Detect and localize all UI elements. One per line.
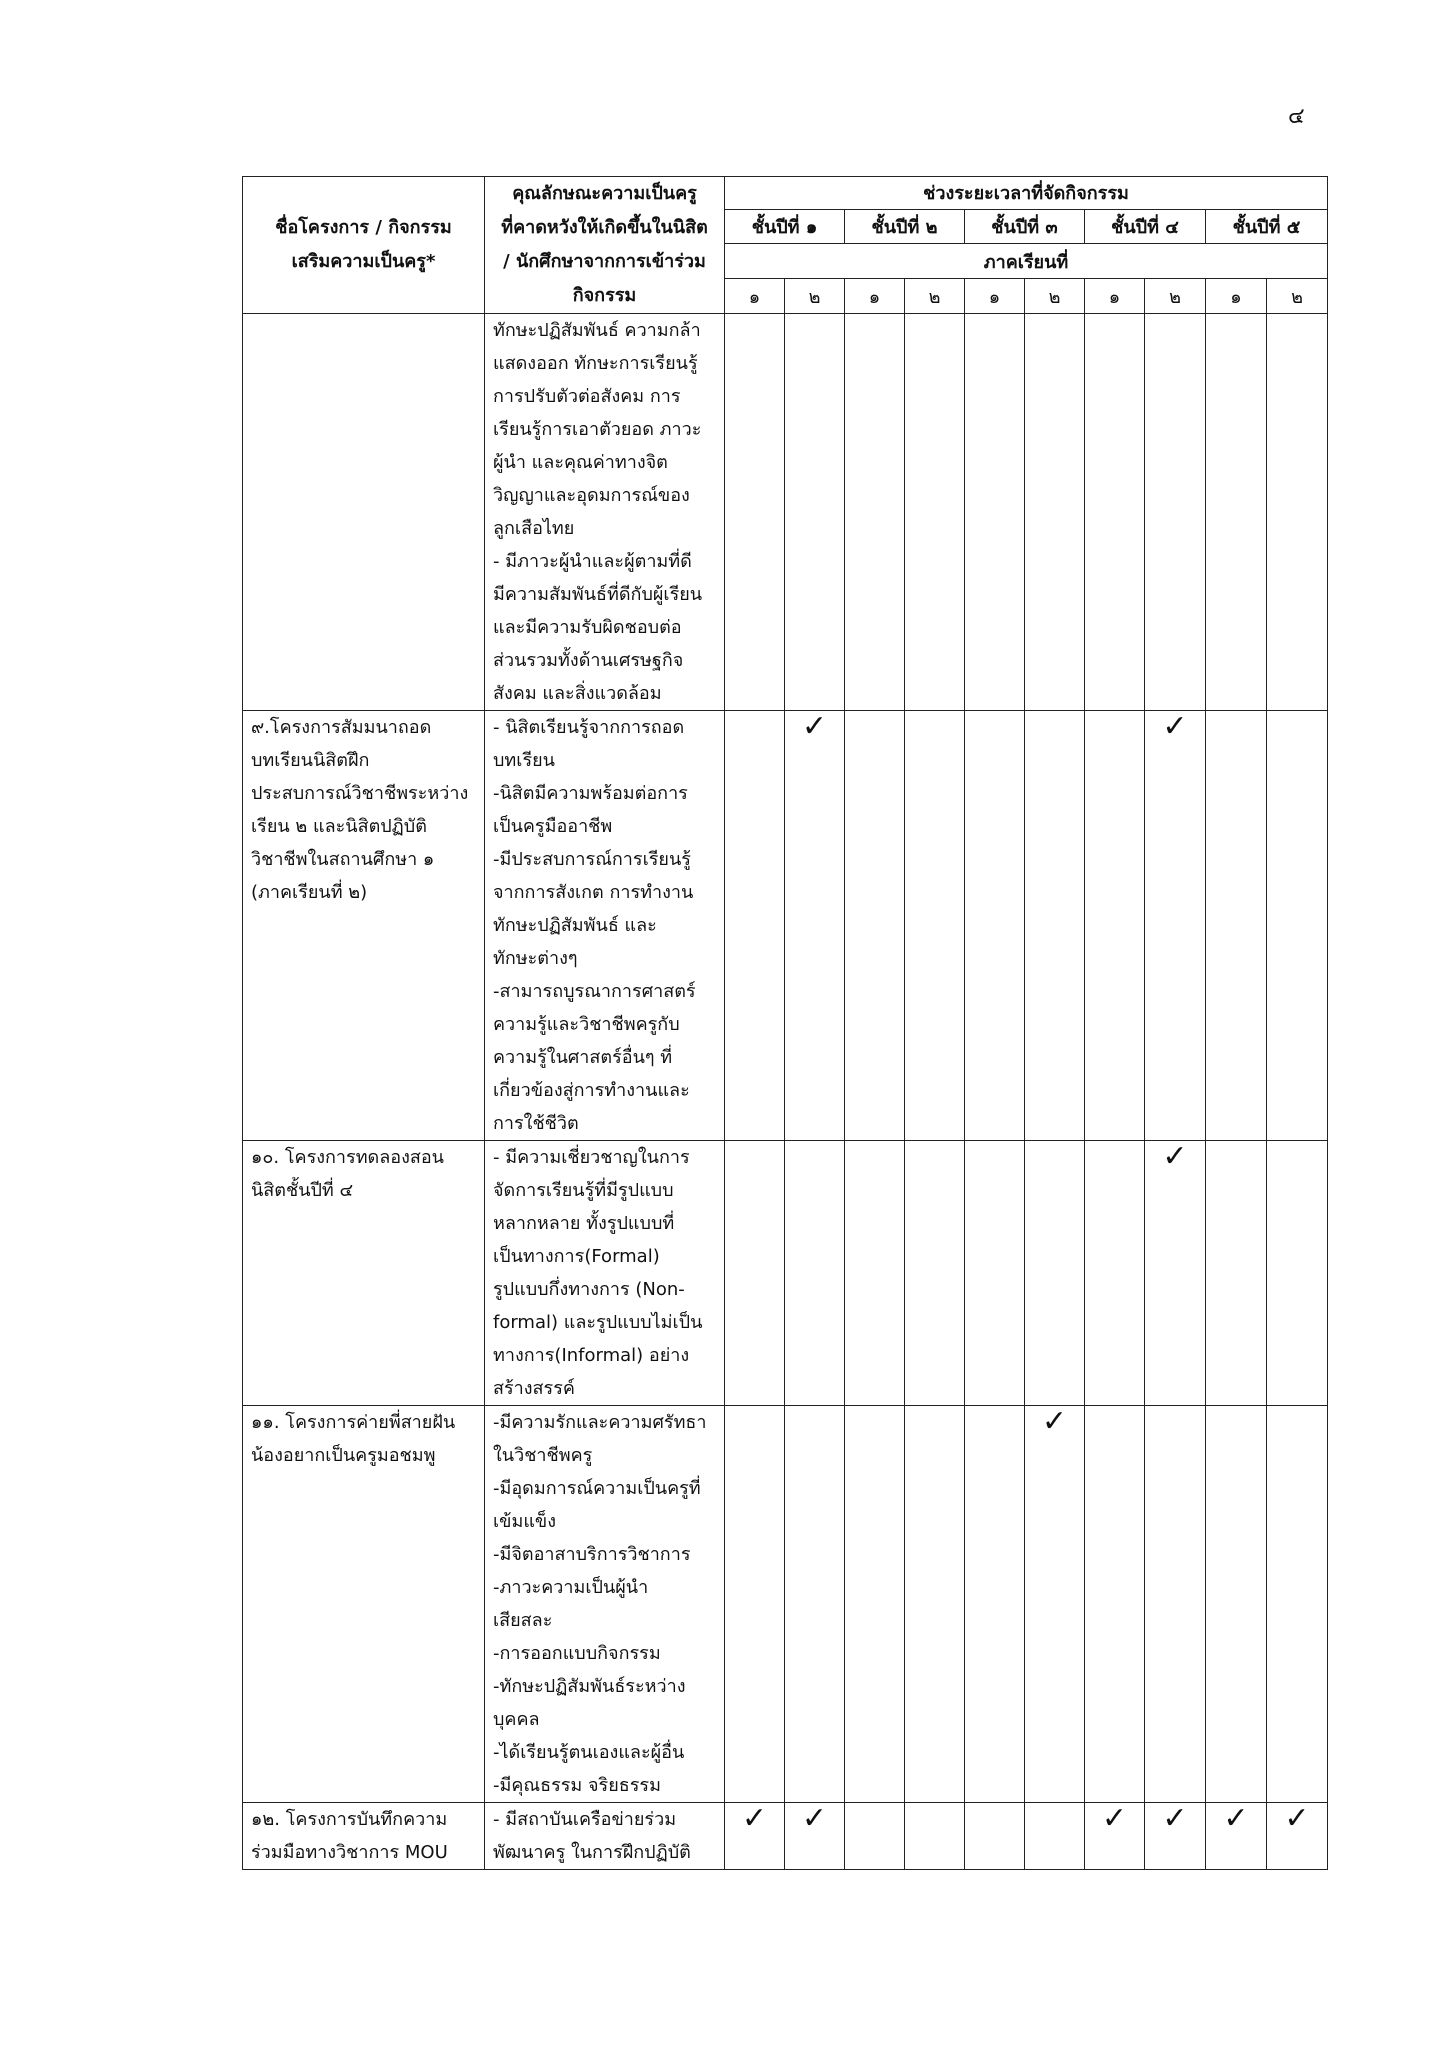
header-semester-7: ๑ xyxy=(1085,279,1145,314)
empty-semester-cell xyxy=(965,711,1025,1141)
trait-line: หลากหลาย ทั้งรูปแบบที่ xyxy=(493,1213,675,1234)
project-name-line: บทเรียนนิสิตฝึก xyxy=(251,750,370,771)
empty-semester-cell xyxy=(965,1406,1025,1803)
trait-line: จัดการเรียนรู้ที่มีรูปแบบ xyxy=(493,1180,674,1201)
trait-line: เสียสละ xyxy=(493,1610,553,1631)
empty-semester-cell xyxy=(905,314,965,711)
empty-semester-cell xyxy=(725,314,785,711)
check-mark-icon: ✓ xyxy=(1085,1803,1145,1870)
project-name-line: (ภาคเรียนที่ ๒) xyxy=(251,882,368,903)
trait-line: เรียนรู้การเอาตัวยอด ภาวะ xyxy=(493,419,702,440)
trait-line: การใช้ชีวิต xyxy=(493,1113,579,1134)
empty-semester-cell xyxy=(905,1406,965,1803)
trait-line: ผู้นำ และคุณค่าทางจิต xyxy=(493,452,668,473)
empty-semester-cell xyxy=(1025,711,1085,1141)
table-row xyxy=(243,1141,1328,1406)
check-mark-icon: ✓ xyxy=(1267,1803,1328,1870)
trait-line: -มีอุดมการณ์ความเป็นครูที่ xyxy=(493,1478,701,1499)
trait-line: เกี่ยวข้องสู่การทำงานและ xyxy=(493,1080,690,1101)
check-mark-icon: ✓ xyxy=(785,1803,845,1870)
trait-line: การปรับตัวต่อสังคม การ xyxy=(493,386,681,407)
trait-line: พัฒนาครู ในการฝึกปฏิบัติ xyxy=(493,1842,691,1863)
header-period-title: ช่วงระยะเวลาที่จัดกิจกรรม xyxy=(725,177,1328,210)
empty-semester-cell xyxy=(845,1141,905,1406)
table-row xyxy=(243,1406,1328,1803)
trait-line: เข้มแข็ง xyxy=(493,1511,557,1532)
trait-line: สร้างสรรค์ xyxy=(493,1378,575,1399)
header-semester-1: ๑ xyxy=(725,279,785,314)
header-semester-10: ๒ xyxy=(1267,279,1328,314)
empty-semester-cell xyxy=(1025,1141,1085,1406)
trait-line: -มีจิตอาสาบริการวิชาการ xyxy=(493,1544,691,1565)
table-row xyxy=(243,711,1328,1141)
trait-line: และมีความรับผิดชอบต่อ xyxy=(493,617,682,638)
empty-semester-cell xyxy=(1206,711,1267,1141)
trait-line: รูปแบบกึ่งทางการ (Non- xyxy=(493,1279,685,1300)
header-semester-6: ๒ xyxy=(1025,279,1085,314)
empty-semester-cell xyxy=(1085,711,1145,1141)
empty-semester-cell xyxy=(725,1141,785,1406)
header-expected-traits xyxy=(485,177,725,314)
empty-semester-cell xyxy=(1206,1406,1267,1803)
header-semester-9: ๑ xyxy=(1206,279,1267,314)
header-semester-8: ๒ xyxy=(1145,279,1206,314)
project-name-cell xyxy=(243,711,485,1141)
empty-semester-cell xyxy=(785,1141,845,1406)
expected-traits-cell xyxy=(485,314,725,711)
check-mark-icon: ✓ xyxy=(1145,711,1206,1141)
header-semester-3: ๑ xyxy=(845,279,905,314)
header-year-3: ชั้นปีที่ ๓ xyxy=(965,209,1085,244)
empty-semester-cell xyxy=(1267,314,1328,711)
empty-semester-cell xyxy=(1025,314,1085,711)
trait-line: - นิสิตเรียนรู้จากการถอด xyxy=(493,717,685,738)
empty-semester-cell xyxy=(965,1803,1025,1870)
empty-semester-cell xyxy=(965,314,1025,711)
empty-semester-cell xyxy=(845,711,905,1141)
empty-semester-cell xyxy=(905,1803,965,1870)
empty-semester-cell xyxy=(965,1141,1025,1406)
empty-semester-cell xyxy=(1267,711,1328,1141)
project-name-line: ประสบการณ์วิชาชีพระหว่าง xyxy=(251,783,469,804)
project-name-cell xyxy=(243,1406,485,1803)
trait-line: ในวิชาชีพครู xyxy=(493,1445,593,1466)
project-name-line: น้องอยากเป็นครูมอชมพู xyxy=(251,1445,436,1466)
trait-line: -นิสิตมีความพร้อมต่อการ xyxy=(493,783,688,804)
trait-line: - มีสถาบันเครือข่ายร่วม xyxy=(493,1809,677,1830)
empty-semester-cell xyxy=(1085,1141,1145,1406)
activity-schedule-table xyxy=(242,176,1328,1870)
empty-semester-cell xyxy=(1267,1141,1328,1406)
page-number: ๔ xyxy=(1288,104,1305,129)
header-project-name xyxy=(243,177,485,314)
check-mark-icon: ✓ xyxy=(1145,1803,1206,1870)
project-name-cell xyxy=(243,314,485,711)
empty-semester-cell xyxy=(1025,1803,1085,1870)
trait-line: บทเรียน xyxy=(493,750,555,771)
check-mark-icon: ✓ xyxy=(1145,1141,1206,1406)
header-year-1: ชั้นปีที่ ๑ xyxy=(725,209,845,244)
empty-semester-cell xyxy=(1085,314,1145,711)
table-row xyxy=(243,1803,1328,1870)
project-name-cell xyxy=(243,1803,485,1870)
trait-line: ทักษะปฏิสัมพันธ์ ความกล้า xyxy=(493,320,701,341)
empty-semester-cell xyxy=(1267,1406,1328,1803)
trait-line: -ทักษะปฏิสัมพันธ์ระหว่าง xyxy=(493,1676,686,1697)
empty-semester-cell xyxy=(905,1141,965,1406)
project-name-cell xyxy=(243,1141,485,1406)
trait-line: -ภาวะความเป็นผู้นำ xyxy=(493,1577,649,1598)
trait-line: วิญญาและอุดมการณ์ของ xyxy=(493,485,690,506)
header-line: / นักศึกษาจากการเข้าร่วม xyxy=(503,251,706,272)
project-name-line: ร่วมมือทางวิชาการ MOU xyxy=(251,1842,448,1863)
empty-semester-cell xyxy=(1206,1141,1267,1406)
trait-line: ทางการ(Informal) อย่าง xyxy=(493,1345,690,1366)
trait-line: -มีคุณธรรม จริยธรรม xyxy=(493,1775,661,1796)
trait-line: -สามารถบูรณาการศาสตร์ xyxy=(493,981,696,1002)
check-mark-icon: ✓ xyxy=(725,1803,785,1870)
header-year-5: ชั้นปีที่ ๕ xyxy=(1206,209,1328,244)
empty-semester-cell xyxy=(845,1803,905,1870)
header-semester-title: ภาคเรียนที่ xyxy=(725,244,1328,279)
empty-semester-cell xyxy=(785,1406,845,1803)
header-semester-5: ๑ xyxy=(965,279,1025,314)
empty-semester-cell xyxy=(1145,1406,1206,1803)
trait-line: -การออกแบบกิจกรรม xyxy=(493,1643,661,1664)
trait-line: ทักษะต่างๆ xyxy=(493,948,578,969)
trait-line: ส่วนรวมทั้งด้านเศรษฐกิจ xyxy=(493,650,684,671)
check-mark-icon: ✓ xyxy=(1206,1803,1267,1870)
expected-traits-cell xyxy=(485,1406,725,1803)
header-semester-4: ๒ xyxy=(905,279,965,314)
project-name-line: ๑๑. โครงการค่ายพี่สายฝัน xyxy=(251,1412,456,1433)
trait-line: ความรู้ในศาสตร์อื่นๆ ที่ xyxy=(493,1047,673,1068)
empty-semester-cell xyxy=(905,711,965,1141)
trait-line: เป็นครูมืออาชีพ xyxy=(493,816,613,837)
header-line: ที่คาดหวังให้เกิดขึ้นในนิสิต xyxy=(501,217,708,238)
header-line: เสริมความเป็นครู* xyxy=(291,251,436,272)
check-mark-icon: ✓ xyxy=(1025,1406,1085,1803)
header-semester-2: ๒ xyxy=(785,279,845,314)
trait-line: - มีภาวะผู้นำและผู้ตามที่ดี xyxy=(493,551,692,572)
empty-semester-cell xyxy=(785,314,845,711)
empty-semester-cell xyxy=(845,1406,905,1803)
project-name-line: ๑๒. โครงการบันทึกความ xyxy=(251,1809,448,1830)
trait-line: ทักษะปฏิสัมพันธ์ และ xyxy=(493,915,657,936)
header-line: คุณลักษณะความเป็นครู xyxy=(512,183,697,204)
empty-semester-cell xyxy=(725,711,785,1141)
empty-semester-cell xyxy=(1206,314,1267,711)
trait-line: มีความสัมพันธ์ที่ดีกับผู้เรียน xyxy=(493,584,703,605)
trait-line: เป็นทางการ(Formal) xyxy=(493,1246,660,1267)
empty-semester-cell xyxy=(725,1406,785,1803)
project-name-line: วิชาชีพในสถานศึกษา ๑ xyxy=(251,849,435,870)
trait-line: สังคม และสิ่งแวดล้อม xyxy=(493,683,662,704)
expected-traits-cell xyxy=(485,1141,725,1406)
empty-semester-cell xyxy=(1085,1406,1145,1803)
trait-line: -ได้เรียนรู้ตนเองและผู้อื่น xyxy=(493,1742,685,1763)
trait-line: แสดงออก ทักษะการเรียนรู้ xyxy=(493,353,698,374)
header-line: กิจกรรม xyxy=(572,285,637,306)
trait-line: ความรู้และวิชาชีพครูกับ xyxy=(493,1014,680,1035)
trait-line: จากการสังเกต การทำงาน xyxy=(493,882,694,903)
project-name-line: นิสิตชั้นปีที่ ๔ xyxy=(251,1180,354,1201)
expected-traits-cell xyxy=(485,1803,725,1870)
table-row xyxy=(243,314,1328,711)
header-line: ชื่อโครงการ / กิจกรรม xyxy=(275,217,452,238)
empty-semester-cell xyxy=(1145,314,1206,711)
trait-line: ลูกเสือไทย xyxy=(493,518,575,539)
trait-line: -มีความรักและความศรัทธา xyxy=(493,1412,707,1433)
check-mark-icon: ✓ xyxy=(785,711,845,1141)
trait-line: formal) และรูปแบบไม่เป็น xyxy=(493,1312,703,1333)
trait-line: - มีความเชี่ยวชาญในการ xyxy=(493,1147,690,1168)
header-year-2: ชั้นปีที่ ๒ xyxy=(845,209,965,244)
trait-line: บุคคล xyxy=(493,1709,540,1730)
project-name-line: ๑๐. โครงการทดลองสอน xyxy=(251,1147,444,1168)
empty-semester-cell xyxy=(845,314,905,711)
trait-line: -มีประสบการณ์การเรียนรู้ xyxy=(493,849,691,870)
project-name-line: ๙.โครงการสัมมนาถอด xyxy=(251,717,432,738)
project-name-line: เรียน ๒ และนิสิตปฏิบัติ xyxy=(251,816,427,837)
expected-traits-cell xyxy=(485,711,725,1141)
header-year-4: ชั้นปีที่ ๔ xyxy=(1085,209,1206,244)
